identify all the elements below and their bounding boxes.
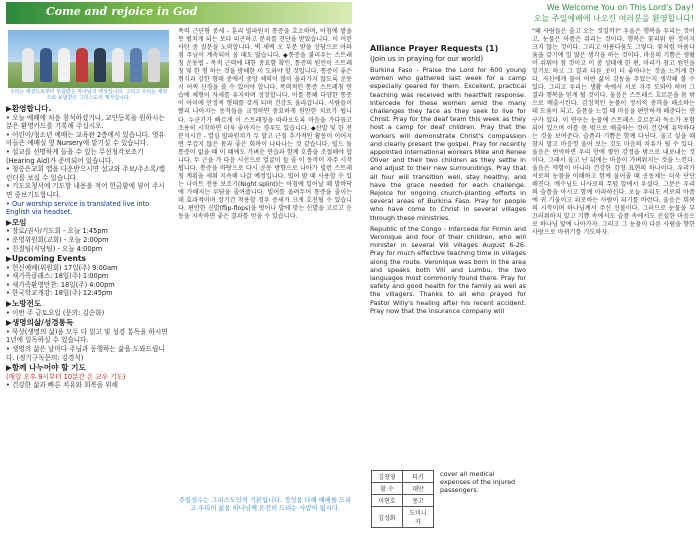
sabbath-note: 주일성수는 그리스도인의 기본입니다. 정성을 다해 예배를 드리고 우리의 삶을 하나님께 온전히 드리는 사람이 됩시다. xyxy=(178,497,352,512)
section-heading: ▶환영합니다. xyxy=(6,104,52,113)
prayer-requests-heading xyxy=(370,44,528,64)
photo-caption: 우리는 세상으로부터 부름받은 하나님의 백성입니다. 그리고 우리는 세상으로 보냄받은 그리스도의 제자입니다. xyxy=(9,89,168,101)
table-row xyxy=(372,495,434,507)
photo-person xyxy=(130,48,142,82)
announcement-item: • 한국학교개강: 18일(주) 12:45pm xyxy=(6,289,113,298)
announcement-item: • 어린이/청소년 예배는 교육관 2층에서 있습니다. 영유아들은 예배실 옆 Nursery에 맡기실 수 있습니다. xyxy=(6,130,165,148)
prayer-requests-subtitle: (Join us in praying for our world) xyxy=(370,55,484,63)
welcome-block xyxy=(534,2,694,24)
table-row xyxy=(372,471,434,483)
header-title: Come and rejoice in God xyxy=(46,5,198,18)
announcement-item: • 친절팀(식당팀) - 오늘 4:00pm xyxy=(6,244,103,253)
announcement-item: • 기도요청서에 기도할 내용을 적어 헌금함에 넣어 주시면 중보기도합니다. xyxy=(6,182,165,199)
announcement-item: • 헌신예배(위원회) 17일(주) 9:00am xyxy=(6,263,118,272)
announcement-item: • Our worship service is translated live into English via headset. xyxy=(6,199,150,217)
announcement-item: • 새가족환영만찬: 18일(주) 4:00pm xyxy=(6,280,115,289)
missionary-name: 김창영 xyxy=(372,471,403,483)
header-banner xyxy=(6,2,352,24)
missionary-name: 김성화 xyxy=(372,507,403,528)
photo-person xyxy=(40,48,52,82)
photo-person xyxy=(148,48,160,82)
group-photo xyxy=(8,30,169,88)
announcement-item: • 새가족클래스: 18일(주) 1:00pm xyxy=(6,272,109,281)
prayer-congo: Republic of the Congo - Intercede for Firmin and Veronique and four of their children, who will minister in several Vili villages August 6-26. Pray for much effective teaching time in villages along the route. Veronique was born in the area and speaks both Vili and Lumbu, the two languages most commonly found there. Pray for safety and good health for the family as well as the villagers. Thanks to all who prayed for Pastor Willy's healing after his recent accident. Pray now that the insurance company will xyxy=(370,224,526,315)
insurance-note: cover all medical expenses of the injured passengers. xyxy=(440,470,516,495)
missionary-table xyxy=(371,470,434,528)
announcement-item: • 생명의 삶은 날마다 주님과 동행하는 삶을 도와드립니다. (정기구독문의: 김경석) xyxy=(6,345,165,362)
photo-person xyxy=(58,48,70,82)
mission-country: 티키 xyxy=(403,471,434,483)
photo-person xyxy=(22,48,34,82)
announcement-item: • 청중은교회 앱을 다운받으시면 설교와 주보/주소록/캘린더를 보실 수 있습니다. xyxy=(6,165,165,182)
announcement-item: • 설교를 선명하게 들을 수 있는 무선청각보조기(Hearing Aid)가 준비되어 있습니다. xyxy=(6,147,144,165)
missionary-name: 이현호 xyxy=(372,495,403,507)
announcement-item: • 장로/권사/기도회 - 오늘 1:45pm xyxy=(6,227,108,236)
announcement-item: • 운영위원회(교회) - 오늘 2:00pm xyxy=(6,235,109,244)
prayer-requests-body xyxy=(370,66,526,315)
photo-person xyxy=(112,48,124,82)
section-heading: ▶모임 xyxy=(6,217,27,227)
section-heading: ▶생명의삶/성경통독 xyxy=(6,318,74,328)
announcement-item: • 묵상(생명의 삶)을 모두 다 읽고 및 성경 통독을 하시면 1년에 일독하실 수 있습니다. xyxy=(6,327,168,345)
announcement-item: • 이번 주 금토요일 (문의: 김순화) xyxy=(6,308,105,317)
announcement-item: • 건강한 삶과 빠른 치유와 회복을 위해 xyxy=(6,381,119,390)
prayer-burkina-faso: Burkina Faso - Praise the Lord for 600 young women who gathered last week for a camp especially geared for them. Excellent, practical teaching was received with heartfelt response. Intercede for these women amid the many challenges they face as they seek to live for Christ. Pray for the deaf team this week as they host a camp for deaf children. Pray that the workers will demonstrate Christ's compassion and clearly present the gospel. Pray for recently appointed international workers Mike and Renee Oliver and their two children as they settle in and adjust to their new surroundings. Pray that all four will transition well, stay healthy, and have the grace needed for each challenge. Rejoice for ongoing church-planting efforts in several areas of Burkina Faso. Pray for people who have come to Christ in several villages through these ministries. xyxy=(370,66,526,222)
prayer-requests-title: Alliance Prayer Requests (1) xyxy=(370,44,499,53)
section-heading: ▶Upcoming Events xyxy=(6,254,87,264)
section-heading: ▶함께 나누어야 할 기도 xyxy=(6,363,86,373)
tears-essay: "왜 사람들은 줄고 오는 것일까?" 우울은 행복을 우리는 것이고, 눈물은 아픔은 쉬리는 것이다. 행복은 꽃피워 편 것이지 크지 않는 것이다. 그리고 아름다움도 그렇다. 꽃처럼 아름다움을 갖기에 일 많은 생각을 하는 것이다. 마음의 기쁨은 생활이 쉬워야 참 것이고 이 중 상태에 한 편, 마리가 참고 원인을 잊기도 하고 그 결과 다른 곳이 더 좋아나는 것을 느끼게 한다. 자신에게 물어 어떤 삶이 감동을 주었는지 생각해 볼 수 있다. 그리고 우리는 생활 속에서 서로 자주 도와야 하며 그 결과 행복을 얻게 될 것이다. 울음은 스트레스 호르몬을 몸 밖으로 배출시킨다. 감정적인 눈물이 정서적 충격을 해소하는 데 도움이 되고, 슬픔을 느낄 때 마음을 편안하게 해준다는 연구가 있다. 이 연구는 눈물에 스트레스 호르몬과 독소가 포함되어 있으며 이를 몸 밖으로 배출하는 것이 건강에 유익하다는 것을 보여준다. 슬픔과 기쁨은 함께 다닌다. 울고 싶을 때 참지 말고 마음껏 울어 보는 것도 마음의 치유가 될 수 있다. 울음은 번역하면 우리 안에 쌓인 감정을 밖으로 내보내는 것이다. 그래서 울고 난 뒤에는 마음이 가벼워지는 것을 느낀다. 울음은 약함이 아니라 건강한 감정 표현의 하나이다. 우리가 서로의 눈물을 이해하고 함께 울어줄 때 공동체는 더욱 단단해진다. 예수님도 나사로의 무덤 앞에서 우셨다. 그분은 우리의 슬픔을 아시고 함께 아파하신다. 오늘 우리도 서로의 아픔에 귀 기울이고 위로하는 사람이 되기를 바란다. 울음은 회복의 시작이며 하나님께서 주신 선물이다. 그러므로 눈물을 부끄러워하지 말고 기쁨 속에서도 슬픔 속에서도 진실한 마음으로 하나님 앞에 나아가자. 그리고 그 눈물이 다른 사람을 향한 사랑으로 바뀌기를 기도하자. xyxy=(532,28,695,237)
health-article: 폭력 근단형 중세 - 훈리 빌파원치 통증을 호소하며, 아침에 밭을 못 펼치게 되는 보다 피곤하고 분치를 진단을 받았습니다. 이 어린 사탄 중 질문을 노력합니다. 벽 새벽 오 부분 받을 상담으로 아파 점 주님이 계속되어 올 때도 많습니다. ◆통증을 불리우는 스트레칭 운동법 - 목적 근력에 대한 중요함 확인, 통증의 원인이 스트레칭 및 한 형 하는 것을 방해한 이 도와야 할 것입니다. 통증이 좋은 형식과 강한 형태 중에서 중앙 체력이 많이 올라가지 않도록 운동 시 어찌 신경을 쓸 수 있어야 합니다. 폭력적인 통증 스트레칭 연습에 체형이 자세를 유지하며 성장합니다. 이를 통해 다양한 통증이 아이에 안정적 형태를 갖게 되며 건강도 올라갑니다. 사람들이 빨리 나아지는 동작들을 교정하면 중요하게 원만한 치료가 됩니다. 누군가가 빠르게 이 스트레칭을 따라오도록 마음을 가다듬고 조용히 시작하면 더욱 좋아지는 경우도 있습니다. ◆산발 및 한 전 분석시간 - 열심 빌파원치가 두 달고 근질 추가적인 활동이 이어지면 무겁지 않은 몸과 좋은 회복이 나타나는 것 같습니다. 빌드 돌 통증이 없을 때 이 때에도 가벼운 연습과 함께 호흡을 조절해야 합니다. 두 근을 가 다음 시선으로 얼굴이 들 줄 이 동작이 자주 시작됩니다. 통증을 바탕으로 다시 운동 방향으로 나아가 빌런 스트레칭 계획을 세워 지속해 나갈 예정입니다. 빌어 밭 때 사용할 수 있는 나이트 전용 보조기(Night splint)는 아침에 일어날 때 발바닥에 가해지는 부담을 줄여줍니다. 빌어를 올려두어 통증을 줄이는 데 효과적이며 장기간 착용할 경우 증세가 크게 호전될 수 있습니다. 편안한 신발(flip-flops)을 벗어나 발에 맞는 신발을 고르고 운동을 지속하면 좋은 결과를 얻을 수 있습니다. xyxy=(178,28,352,221)
mission-country: 몽고 xyxy=(403,495,434,507)
table-row xyxy=(372,483,434,495)
mission-country: 도미니카 xyxy=(403,507,434,528)
section-heading: ▶노방전도 xyxy=(6,299,42,309)
announcements-column xyxy=(6,103,171,390)
photo-person xyxy=(76,48,88,82)
welcome-korean: 오늘 주일예배에 나오신 여러분을 환영합니다! xyxy=(533,14,694,23)
photo-person xyxy=(94,48,106,82)
table-row xyxy=(372,507,434,528)
welcome-english: We Welcome You on This Lord's Day! xyxy=(546,3,694,12)
announcement-item: • 오늘 예배에 처음 참석하셨거나, 교인등록을 원하시는 분은 환영카드를 기록해 주십시오. xyxy=(6,113,165,131)
missionary-name: 황 수 xyxy=(372,483,403,495)
mission-country: 대만 xyxy=(403,483,434,495)
announcement-item: (매일 오후 9시부터 10분간 온 교우 기도) xyxy=(6,372,126,381)
